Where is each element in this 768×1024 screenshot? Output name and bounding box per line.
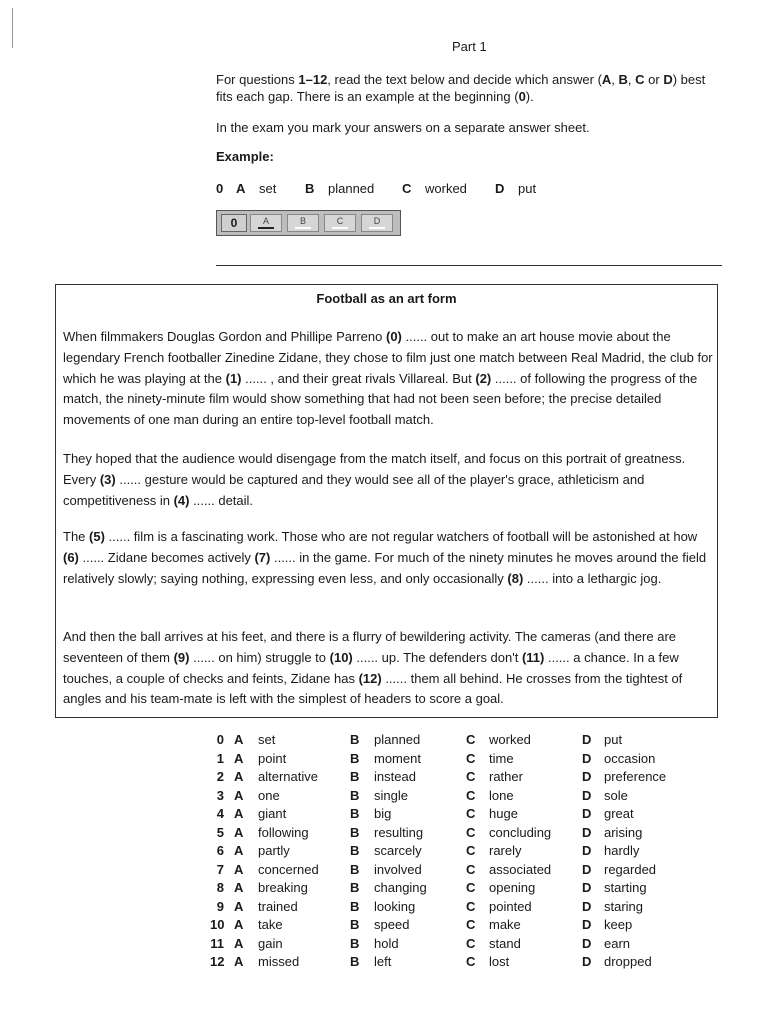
text-run: ...... them all behind. He crosses from the tightest of angles and his team-mate is left with the simplest of headers to score a goal. — [63, 670, 683, 707]
option-word: alternative — [258, 769, 318, 784]
option-letter: D — [582, 898, 592, 914]
option-word: great — [604, 806, 634, 821]
text-run: ...... of following the progress of the match, the ninety-minute film would show something that had not been seen before; the precise detailed movements of one man during an entire top-level football match. — [63, 370, 698, 428]
option-word: set — [258, 732, 276, 747]
text-run: They hoped that the audience would disengage from the match itself, and focus on this portrait of greatness. Every — [63, 451, 686, 487]
option-letter: C — [466, 861, 476, 877]
option-letter: C — [466, 898, 476, 914]
question-number: 11 — [210, 935, 224, 951]
option-letter: C — [466, 880, 476, 895]
question-number: 10 — [210, 917, 225, 932]
option-letter: B — [305, 181, 315, 196]
gap-marker: (11) — [521, 649, 545, 665]
option-letter: C — [466, 750, 476, 766]
question-number: 12 — [210, 954, 225, 969]
text-run: ...... out to make an art house movie about the legendary French footballer Zinedine Zidane, they chose to film just one match between Real Madrid, the club for which he was playing at the — [63, 329, 713, 386]
question-range: 1–12 — [298, 72, 328, 87]
option-letter: C — [466, 954, 476, 969]
option-letter: D — [582, 769, 592, 784]
option-word: take — [258, 917, 283, 932]
option-letter: C — [466, 806, 476, 821]
example-number: 0 — [518, 89, 526, 104]
question-number: 6 — [216, 843, 224, 858]
option-word: resulting — [374, 824, 424, 840]
option-word: staring — [604, 898, 644, 914]
gap-marker: (3) — [99, 471, 116, 487]
option-letter: C — [466, 917, 476, 932]
option-word: associated — [489, 861, 552, 877]
option-letter: A — [234, 750, 244, 766]
option-word: huge — [489, 806, 518, 821]
option-letter: D — [582, 880, 592, 895]
option-letter: A — [234, 917, 244, 932]
option-word: involved — [374, 861, 422, 877]
gap-marker: (8) — [507, 570, 524, 586]
option-word: starting — [604, 880, 647, 895]
option-letter: A — [234, 954, 244, 969]
text-box — [55, 284, 718, 718]
option-word: one — [258, 787, 280, 803]
margin-mark — [12, 8, 13, 48]
question-number: 8 — [216, 880, 224, 895]
separator: , — [611, 72, 619, 87]
option-word: missed — [258, 954, 300, 969]
gap-marker: (1) — [225, 370, 242, 386]
option-letter: B — [350, 898, 360, 914]
answer-letter: B — [299, 216, 306, 226]
text-run: ...... into a lethargic jog. — [523, 570, 662, 586]
gap-marker: (5) — [89, 529, 105, 544]
option-word: scarcely — [374, 843, 422, 858]
gap-marker: (0) — [386, 329, 402, 344]
option-word: occasion — [604, 750, 656, 766]
question-number: 9 — [216, 898, 224, 914]
option-word: trained — [258, 898, 298, 914]
option-letter: B — [350, 954, 360, 969]
option-word: gain — [258, 935, 283, 951]
text-run: ...... a chance. In a few touches, a couple of checks and feints, Zidane has — [63, 649, 679, 686]
option-word: planned — [374, 732, 421, 747]
gap-marker: (10) — [329, 649, 353, 665]
letter: B — [618, 72, 628, 87]
example-label: Example: — [216, 149, 274, 164]
option-word: changing — [374, 880, 427, 895]
gap-marker: (6) — [63, 549, 79, 565]
option-word: make — [489, 917, 521, 932]
paragraph — [63, 449, 715, 511]
gap-marker: (9) — [173, 649, 190, 665]
option-letter: D — [582, 787, 592, 803]
part-title: Part 1 — [452, 39, 487, 54]
option-letter: D — [582, 806, 592, 821]
option-word: partly — [258, 843, 290, 858]
option-letter: C — [466, 732, 476, 747]
option-word: rather — [489, 769, 523, 784]
question-number: 0 — [216, 732, 224, 747]
separator: or — [644, 72, 664, 87]
option-letter: B — [350, 917, 360, 932]
answer-option-c — [324, 214, 356, 232]
instructions — [216, 71, 726, 105]
question-number: 3 — [216, 787, 224, 803]
option-word: worked — [489, 732, 531, 747]
text-run: And then the ball arrives at his feet, and there is a flurry of bewildering activity. The cameras (and there are seventeen of them — [63, 629, 676, 665]
option-word: planned — [328, 181, 375, 196]
option-letter: A — [234, 824, 244, 840]
option-word: big — [374, 806, 392, 821]
option-letter: A — [234, 861, 244, 877]
option-letter: A — [234, 880, 244, 895]
option-letter: B — [350, 843, 360, 858]
gap-marker: (2) — [475, 370, 492, 386]
gap-marker: (7) — [254, 549, 271, 565]
option-word: hold — [374, 935, 399, 951]
text-title: Football as an art form — [316, 291, 457, 306]
option-letter: C — [466, 824, 476, 840]
question-number: 5 — [216, 824, 224, 840]
text-run: The — [63, 529, 90, 544]
exam-note: In the exam you mark your answers on a separate answer sheet. — [216, 120, 590, 135]
option-letter: D — [582, 824, 592, 840]
option-word: lone — [489, 787, 514, 803]
option-letter: D — [495, 181, 505, 196]
text-run: ...... Zidane becomes actively — [78, 549, 255, 565]
text-run: ...... on him) struggle to — [189, 649, 330, 665]
answer-letter: A — [262, 216, 269, 226]
option-word: preference — [604, 769, 667, 784]
option-word: worked — [425, 181, 467, 196]
option-word: pointed — [489, 898, 532, 914]
text-run: ...... up. The defenders don't — [352, 649, 522, 665]
option-letter: A — [236, 181, 246, 196]
option-word: put — [604, 732, 623, 747]
option-letter: B — [350, 824, 360, 840]
option-letter: A — [234, 935, 244, 951]
text-run: ...... film is a fascinating work. Those who are not regular watchers of football will be astonished at how — [104, 529, 698, 544]
example-number: 0 — [216, 181, 224, 196]
answer-option-a — [250, 214, 282, 232]
option-letter: B — [350, 861, 360, 877]
letter: C — [635, 72, 645, 87]
option-letter: C — [466, 769, 476, 784]
option-letter: A — [234, 769, 244, 784]
divider — [216, 265, 722, 266]
option-word: left — [374, 954, 392, 969]
option-letter: D — [582, 861, 592, 877]
option-word: set — [259, 181, 277, 196]
text-run: ...... , and their great rivals Villareal. But — [241, 370, 476, 386]
option-word: arising — [604, 824, 643, 840]
instruction-text: , read the text below and decide which answer ( — [327, 72, 602, 87]
option-letter: B — [350, 732, 360, 747]
option-letter: C — [466, 787, 476, 803]
answer-letter: C — [336, 216, 344, 226]
option-word: rarely — [489, 843, 522, 858]
text-run: ...... in the game. For much of the ninety minutes he moves around the field relatively slowly; saying nothing, expressing even less, and only occasionally — [63, 549, 707, 586]
letter: D — [663, 72, 673, 87]
option-letter: B — [350, 787, 360, 803]
option-letter: D — [582, 954, 592, 969]
answer-option-b — [287, 214, 319, 232]
text-run: ...... detail. — [189, 492, 254, 508]
option-word: point — [258, 750, 287, 766]
option-letter: B — [350, 750, 360, 766]
paragraph — [63, 327, 715, 431]
option-letter: D — [582, 917, 592, 932]
answer-box-number: 0 — [221, 214, 247, 232]
option-word: lost — [489, 954, 510, 969]
option-letter: D — [582, 843, 592, 858]
option-word: regarded — [604, 861, 657, 877]
instruction-text: ). — [525, 89, 534, 104]
option-letter: B — [350, 880, 360, 895]
gap-marker: (4) — [173, 492, 190, 508]
option-word: keep — [604, 917, 633, 932]
option-word: hardly — [604, 843, 640, 858]
gap-marker: (12) — [358, 670, 382, 686]
text-run: When filmmakers Douglas Gordon and Phillipe Parreno — [63, 329, 386, 344]
instruction-text: For questions — [216, 72, 299, 87]
option-letter: A — [234, 787, 244, 803]
answer-option-d — [361, 214, 393, 232]
option-word: looking — [374, 898, 416, 914]
question-number: 4 — [216, 806, 224, 821]
question-number: 1 — [216, 750, 224, 766]
option-letter: D — [582, 732, 592, 747]
option-letter: A — [234, 898, 244, 914]
option-word: speed — [374, 917, 410, 932]
option-word: moment — [374, 750, 421, 766]
option-word: put — [518, 181, 537, 196]
option-word: concerned — [258, 861, 319, 877]
option-word: opening — [489, 880, 536, 895]
option-letter: A — [234, 806, 244, 821]
option-word: sole — [604, 787, 628, 803]
option-letter: D — [582, 935, 592, 951]
paragraph — [63, 627, 715, 710]
instruction-text: fits each gap. There is an example at the beginning ( — [216, 89, 519, 104]
question-number: 2 — [216, 769, 224, 784]
separator: , — [627, 72, 636, 87]
letter: A — [601, 72, 612, 87]
option-letter: C — [466, 935, 476, 951]
option-word: breaking — [258, 880, 308, 895]
example-answer-box — [216, 210, 401, 236]
text-run: ...... gesture would be captured and they would see all of the player's grace, athleticism and competitiveness in — [63, 471, 645, 508]
option-word: time — [489, 750, 514, 766]
option-letter: B — [350, 806, 360, 821]
paragraph — [63, 527, 715, 589]
question-number: 7 — [216, 861, 224, 877]
option-letter: B — [350, 935, 360, 951]
option-letter: A — [234, 843, 244, 858]
option-letter: A — [234, 732, 244, 747]
instruction-text: ) best — [672, 72, 706, 87]
option-word: stand — [489, 935, 521, 951]
option-word: following — [258, 824, 309, 840]
option-word: single — [374, 787, 408, 803]
option-word: instead — [374, 769, 416, 784]
option-letter: D — [582, 750, 592, 766]
option-word: concluding — [489, 824, 552, 840]
option-word: dropped — [604, 954, 652, 969]
option-letter: C — [402, 181, 412, 196]
option-letter: C — [466, 843, 476, 858]
answer-letter: D — [373, 216, 381, 226]
option-word: earn — [604, 935, 631, 951]
option-word: giant — [258, 806, 287, 821]
option-letter: B — [350, 769, 360, 784]
